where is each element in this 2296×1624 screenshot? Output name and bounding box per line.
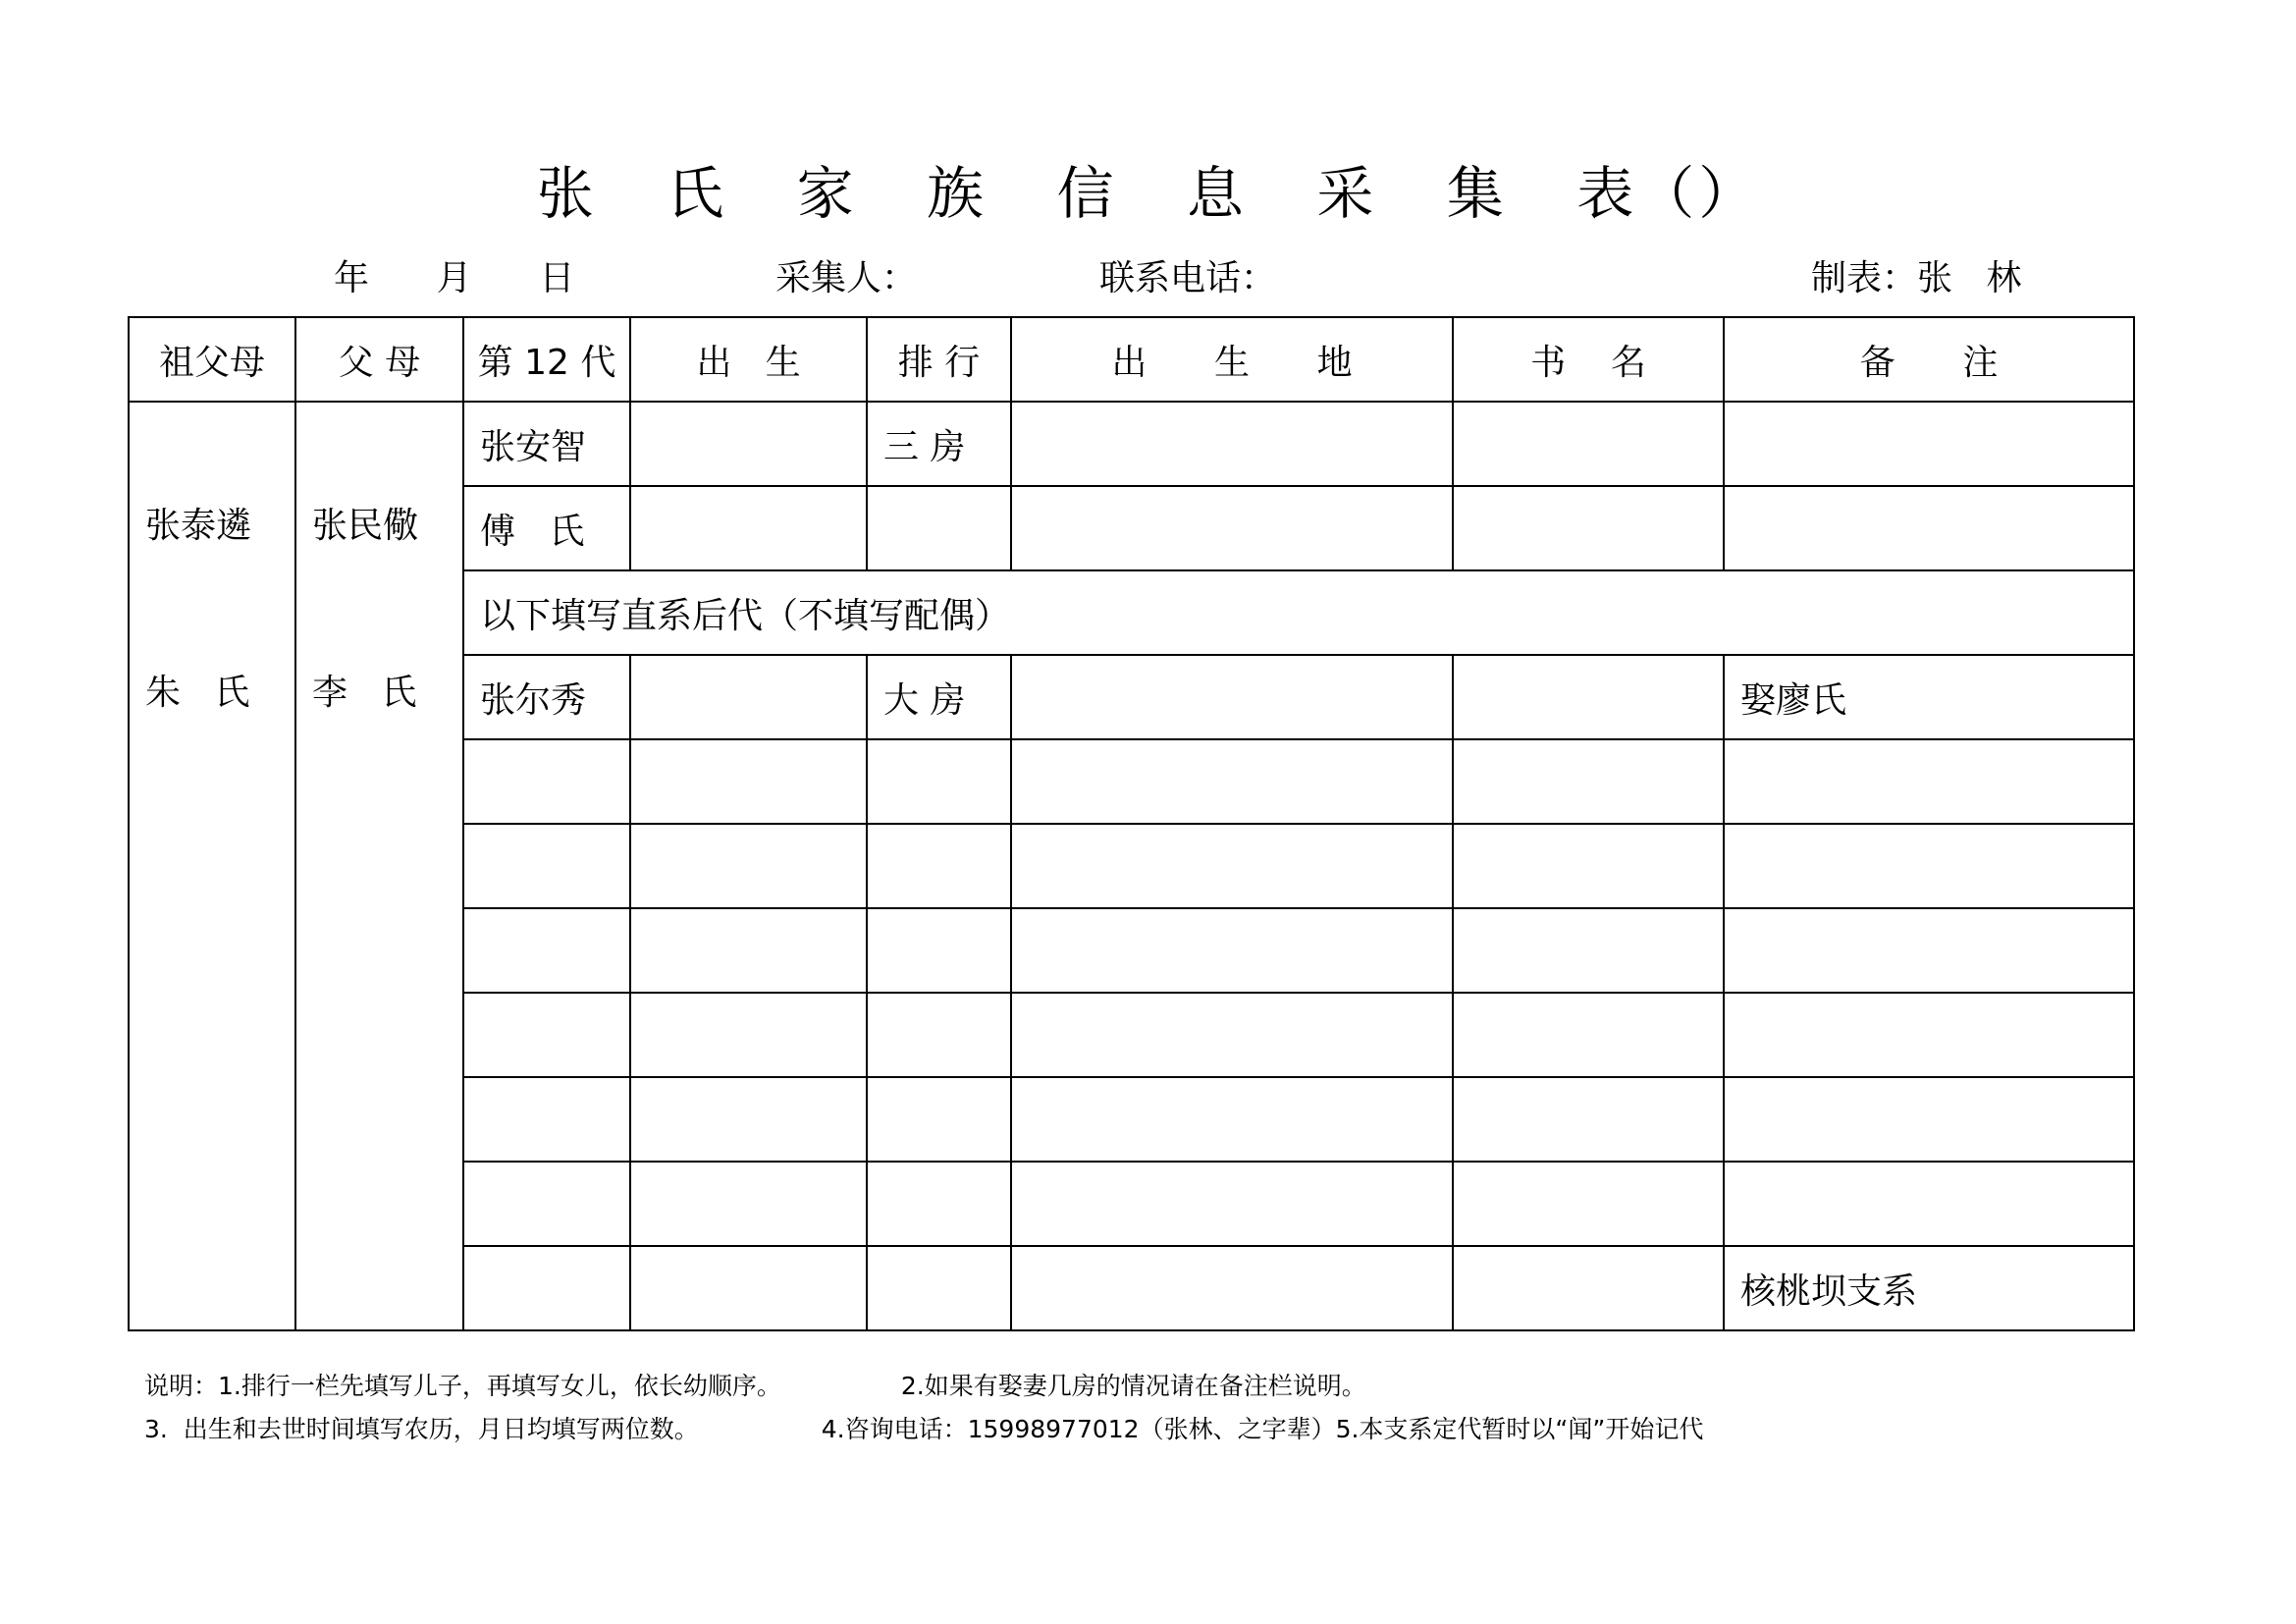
table-cell [1724,402,2134,486]
table-cell [1453,486,1724,570]
note-multiple-wives: 2.如果有娶妻几房的情况请在备注栏说明。 [900,1372,1366,1400]
table-cell [630,739,867,824]
table-header-row [129,317,2134,402]
header-grandparents: 祖父母 [129,317,295,402]
table-cell [1453,402,1724,486]
table-cell [630,486,867,570]
descendant-note: 以下填写直系后代（不填写配偶） [463,570,2134,655]
table-cell: 娶廖氏 [1724,655,2134,739]
table-cell [463,1246,630,1330]
note-rank-order: 说明：1.排行一栏先填写儿子，再填写女儿，依长幼顺序。 [144,1372,781,1400]
table-cell [1453,908,1724,993]
table-cell [1724,486,2134,570]
mother-name: 李 氏 [312,673,417,713]
date-field-label: 年 月 日 [334,258,575,298]
note-lunar-calendar: 3. 出生和去世时间填写农历，月日均填写两位数。 [144,1415,699,1443]
table-cell [1453,824,1724,908]
header-book-name: 书 名 [1453,317,1724,402]
table-cell [1724,1162,2134,1246]
table-cell [867,993,1011,1077]
form-title-main: 张 氏 家 族 信 息 采 集 表 [536,160,1638,227]
header-parents: 父 母 [295,317,463,402]
grandfather-name: 张泰遴 [145,506,252,546]
table-cell [630,1162,867,1246]
header-remarks: 备 注 [1724,317,2134,402]
table-cell [1453,655,1724,739]
table-cell [630,908,867,993]
table-cell [1011,486,1453,570]
table-cell [1453,1246,1724,1330]
table-cell [630,993,867,1077]
collector-field-label: 采集人： [775,258,918,298]
table-cell: 张尔秀 [463,655,630,739]
table-cell [630,1077,867,1162]
table-cell [867,1077,1011,1162]
phone-field-label: 联系电话： [1099,258,1277,298]
table-cell: 大 房 [867,655,1011,739]
table-cell [630,824,867,908]
table-cell: 傅 氏 [463,486,630,570]
table-cell: 三 房 [867,402,1011,486]
header-birth: 出 生 [630,317,867,402]
table-cell [867,739,1011,824]
table-cell: 核桃坝支系 [1724,1246,2134,1330]
table-cell [1011,739,1453,824]
form-title [0,147,2296,230]
table-cell [1011,655,1453,739]
table-cell [630,655,867,739]
table-cell [1011,1077,1453,1162]
table-cell [463,824,630,908]
table-cell [1453,739,1724,824]
notes-line-2 [144,1410,1703,1445]
table-cell [1724,739,2134,824]
table-cell [1724,1077,2134,1162]
header-birthplace: 出 生 地 [1011,317,1453,402]
table-cell [1724,993,2134,1077]
form-title-suffix: （） [1637,160,1760,227]
grandmother-name: 朱 氏 [145,673,250,713]
table-cell [1011,1246,1453,1330]
table-cell [867,486,1011,570]
form-maker: 制表：张 林 [1811,258,2022,298]
table-cell [1011,402,1453,486]
note-contact-and-generation: 4.咨询电话：15998977012（张林、之字辈）5.本支系定代暂时以“闻”开始记代 [821,1415,1704,1443]
table-cell [1453,1162,1724,1246]
table-cell: 张安智 [463,402,630,486]
table-cell [1724,908,2134,993]
table-cell [1011,908,1453,993]
table-cell [1453,1077,1724,1162]
table-cell [1724,824,2134,908]
table-cell [463,1077,630,1162]
table-cell [463,908,630,993]
table-cell [463,993,630,1077]
parents-cell [295,402,463,1330]
table-cell [1011,824,1453,908]
grandparents-cell [129,402,295,1330]
table-cell [1453,993,1724,1077]
table-cell [1011,1162,1453,1246]
table-cell [867,1162,1011,1246]
family-info-table [128,316,2135,1331]
table-cell [867,824,1011,908]
table-cell [630,402,867,486]
header-rank: 排 行 [867,317,1011,402]
table-cell [463,739,630,824]
father-name: 张民儆 [312,506,419,546]
table-cell [630,1246,867,1330]
header-generation: 第 12 代 [463,317,630,402]
table-cell [463,1162,630,1246]
table-cell [867,1246,1011,1330]
table-row [129,402,2134,486]
table-cell [1011,993,1453,1077]
table-cell [867,908,1011,993]
notes-line-1 [144,1367,1366,1402]
